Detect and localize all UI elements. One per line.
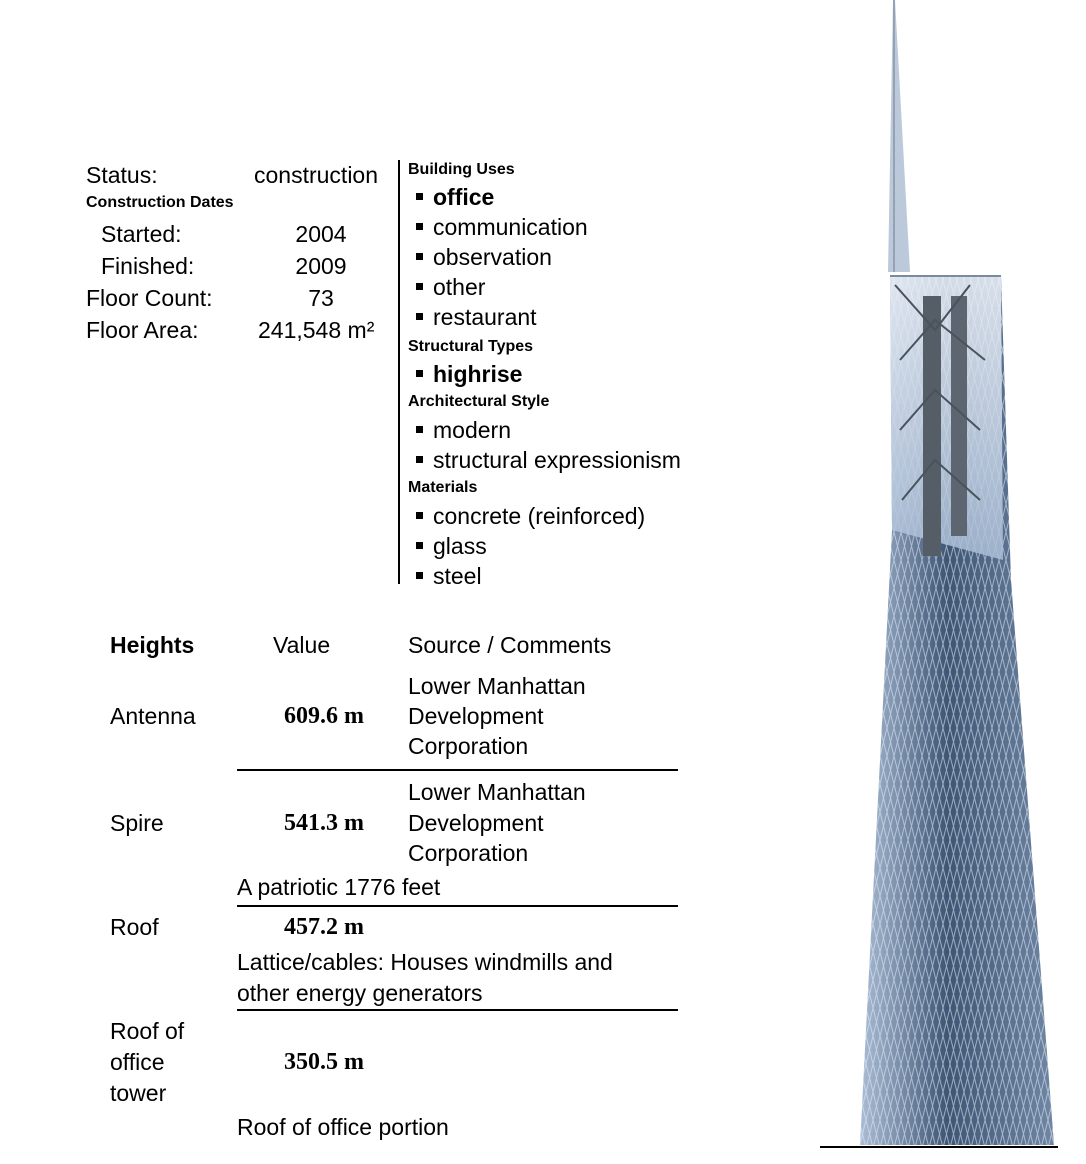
height-value: 350.5 m	[284, 1049, 364, 1075]
bullet-icon	[416, 370, 423, 377]
source-header: Source / Comments	[408, 632, 612, 658]
floor-count-label: Floor Count:	[86, 285, 213, 311]
started-value: 2004	[295, 221, 347, 247]
bullet-icon	[416, 283, 423, 290]
bullet-icon	[416, 223, 423, 230]
tower-illustration	[810, 0, 1086, 1164]
height-comment: other energy generators	[237, 980, 483, 1006]
floor-count-value: 73	[308, 285, 334, 311]
height-source-line: Lower Manhattan	[408, 673, 586, 699]
construction-dates-label: Construction Dates	[86, 194, 234, 211]
bullet-icon	[416, 253, 423, 260]
finished-label: Finished:	[101, 253, 195, 279]
started-label: Started:	[101, 221, 182, 247]
finished-value: 2009	[295, 253, 347, 279]
structural-types-label: Structural Types	[408, 338, 534, 355]
row-divider	[237, 905, 678, 907]
floor-area-label: Floor Area:	[86, 317, 199, 343]
floor-area-value: 241,548 m²	[258, 317, 375, 343]
height-name: Antenna	[110, 703, 196, 729]
bullet-icon	[416, 542, 423, 549]
row-divider	[237, 1009, 678, 1011]
building-use-item[interactable]: observation	[416, 242, 588, 272]
architectural-style-item[interactable]: structural expressionism	[416, 445, 681, 475]
height-source-line: Lower Manhattan	[408, 779, 586, 805]
building-use-item[interactable]: restaurant	[416, 302, 588, 332]
architectural-style-label: Architectural Style	[408, 393, 550, 410]
bullet-icon	[416, 572, 423, 579]
height-value: 609.6 m	[284, 703, 364, 729]
lattice-crown	[890, 276, 1003, 560]
material-item[interactable]: concrete (reinforced)	[416, 501, 645, 531]
heights-header: Heights	[110, 632, 195, 658]
height-name: Roof	[110, 914, 159, 940]
height-source-line: Development	[408, 810, 544, 836]
bullet-icon	[416, 193, 423, 200]
height-comment: Lattice/cables: Houses windmills and	[237, 949, 613, 975]
materials-label: Materials	[408, 479, 478, 496]
building-uses-label: Building Uses	[408, 161, 515, 178]
structural-type-item[interactable]: highrise	[416, 359, 522, 389]
material-item[interactable]: glass	[416, 531, 645, 561]
height-source-line: Development	[408, 703, 544, 729]
architectural-style-list	[416, 415, 681, 475]
height-source-line: Corporation	[408, 733, 529, 759]
architectural-style-item[interactable]: modern	[416, 415, 681, 445]
materials-list	[416, 501, 645, 591]
height-value: 541.3 m	[284, 810, 364, 836]
spire-shape	[888, 0, 910, 272]
building-uses-list	[416, 182, 588, 332]
height-name: Spire	[110, 810, 164, 836]
status-value: construction	[254, 162, 379, 188]
bullet-icon	[416, 512, 423, 519]
bullet-icon	[416, 426, 423, 433]
bullet-icon	[416, 456, 423, 463]
height-comment: A patriotic 1776 feet	[237, 874, 441, 900]
height-comment: Roof of office portion	[237, 1114, 449, 1140]
height-name-line: tower	[110, 1080, 167, 1106]
material-item[interactable]: steel	[416, 561, 645, 591]
height-name-line: Roof of	[110, 1018, 185, 1044]
building-use-item[interactable]: office	[416, 182, 588, 212]
building-use-item[interactable]: other	[416, 272, 588, 302]
height-value: 457.2 m	[284, 914, 364, 940]
tower-core	[923, 296, 941, 556]
height-name-line: office	[110, 1049, 165, 1075]
column-divider	[398, 160, 400, 584]
status-label: Status:	[86, 162, 158, 188]
bullet-icon	[416, 313, 423, 320]
ground-line	[820, 1146, 1058, 1148]
building-use-item[interactable]: communication	[416, 212, 588, 242]
height-source-line: Corporation	[408, 840, 529, 866]
row-divider	[237, 769, 678, 771]
structural-types-list	[416, 359, 522, 389]
value-header: Value	[273, 632, 331, 658]
